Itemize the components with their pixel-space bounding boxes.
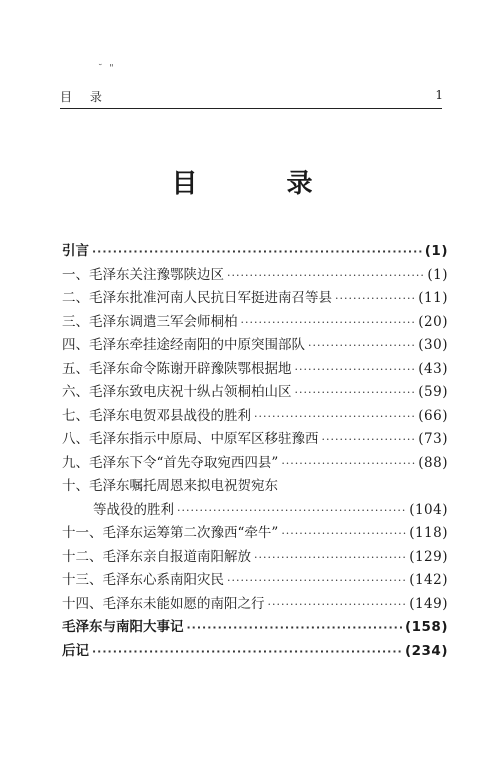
toc-entry-page: (158) — [404, 619, 448, 635]
toc-entry-title: 十三、毛泽东心系南阳灾民 — [62, 572, 224, 588]
leader-dots — [322, 433, 416, 446]
toc-entry-page: (66) — [418, 407, 448, 424]
toc-entry — [62, 404, 448, 428]
leader-dots — [335, 292, 415, 305]
toc-entry-page: (11) — [418, 290, 448, 306]
toc-entry-title: 三、毛泽东调遣三军会师桐柏 — [62, 313, 238, 330]
toc-entry-page: (20) — [418, 313, 448, 330]
page-title: 目 录 — [171, 169, 353, 199]
toc-entry-page: (1) — [424, 243, 448, 259]
toc-entry-title: 二、毛泽东批准河南人民抗日军挺进南召等县 — [62, 290, 332, 306]
toc-entry-page: (234) — [404, 642, 448, 659]
scan-mark: ˘ " — [98, 64, 116, 74]
leader-dots — [254, 551, 406, 564]
leader-dots — [92, 645, 402, 658]
leader-dots — [227, 269, 424, 282]
leader-dots — [281, 457, 415, 470]
toc-entry-page: (129) — [409, 548, 448, 565]
toc-entry — [62, 239, 448, 263]
toc-entry — [62, 474, 448, 498]
toc-entry-page: (1) — [427, 266, 448, 283]
toc-entry-title: 四、毛泽东牵挂途经南阳的中原突围部队 — [62, 337, 305, 353]
toc-entry-title: 十二、毛泽东亲自报道南阳解放 — [62, 548, 251, 565]
toc-entry-title: 毛泽东与南阳大事记 — [62, 619, 184, 635]
toc-entry — [62, 451, 448, 475]
toc-entry-title: 十四、毛泽东未能如愿的南阳之行 — [62, 595, 265, 612]
leader-dots — [177, 504, 406, 517]
toc-entry — [62, 286, 448, 310]
toc-entry — [62, 615, 448, 639]
toc-entry — [62, 310, 448, 334]
toc-entry-title: 一、毛泽东关注豫鄂陕边区 — [62, 266, 224, 283]
leader-dots — [295, 386, 416, 399]
leader-dots — [241, 316, 416, 329]
toc-entry-title: 五、毛泽东命令陈谢开辟豫陕鄂根据地 — [62, 360, 292, 377]
toc-entry-title: 九、毛泽东下令“首先夺取宛西四县” — [62, 454, 279, 471]
toc-entry — [62, 263, 448, 287]
toc-entry — [62, 639, 448, 663]
toc-entry-title: 七、毛泽东电贺邓县战役的胜利 — [62, 407, 251, 424]
toc-entry — [62, 498, 448, 522]
toc-entry-title: 十一、毛泽东运筹第二次豫西“牵牛” — [62, 525, 279, 541]
toc-entry-title: 引言 — [62, 243, 89, 259]
leader-dots — [187, 621, 402, 634]
toc-entry-page: (30) — [418, 337, 448, 353]
leader-dots — [254, 410, 415, 423]
page-number: 1 — [435, 88, 443, 102]
header-rule — [60, 108, 442, 109]
toc-entry-page: (118) — [409, 525, 448, 541]
leader-dots — [281, 527, 406, 540]
leader-dots — [227, 574, 406, 587]
toc-entry — [62, 545, 448, 569]
toc-entry-page: (73) — [418, 431, 448, 447]
toc-entry-title: 八、毛泽东指示中原局、中原军区移驻豫西 — [62, 431, 319, 447]
toc-entry-page: (43) — [418, 360, 448, 377]
toc-entry-page: (149) — [409, 595, 448, 612]
running-header — [60, 88, 443, 104]
toc-entry-title: 后记 — [62, 642, 89, 659]
toc-entry-page: (59) — [418, 384, 448, 400]
running-header-title: 目 录 — [60, 90, 102, 104]
table-of-contents — [62, 239, 448, 662]
toc-entry-title: 六、毛泽东致电庆祝十纵占领桐柏山区 — [62, 384, 292, 400]
toc-entry — [62, 592, 448, 616]
toc-entry-title: 等战役的胜利 — [93, 501, 174, 518]
leader-dots — [295, 363, 416, 376]
leader-dots — [268, 598, 407, 611]
toc-entry — [62, 521, 448, 545]
toc-entry — [62, 333, 448, 357]
toc-entry-page: (88) — [418, 454, 448, 471]
leader-dots — [92, 245, 422, 258]
toc-entry — [62, 568, 448, 592]
toc-entry — [62, 427, 448, 451]
toc-entry — [62, 380, 448, 404]
toc-entry — [62, 357, 448, 381]
toc-entry-page: (142) — [409, 572, 448, 588]
leader-dots — [308, 339, 415, 352]
toc-entry-title: 十、毛泽东嘱托周恩来拟电祝贺宛东 — [62, 478, 278, 494]
toc-entry-page: (104) — [409, 501, 448, 518]
